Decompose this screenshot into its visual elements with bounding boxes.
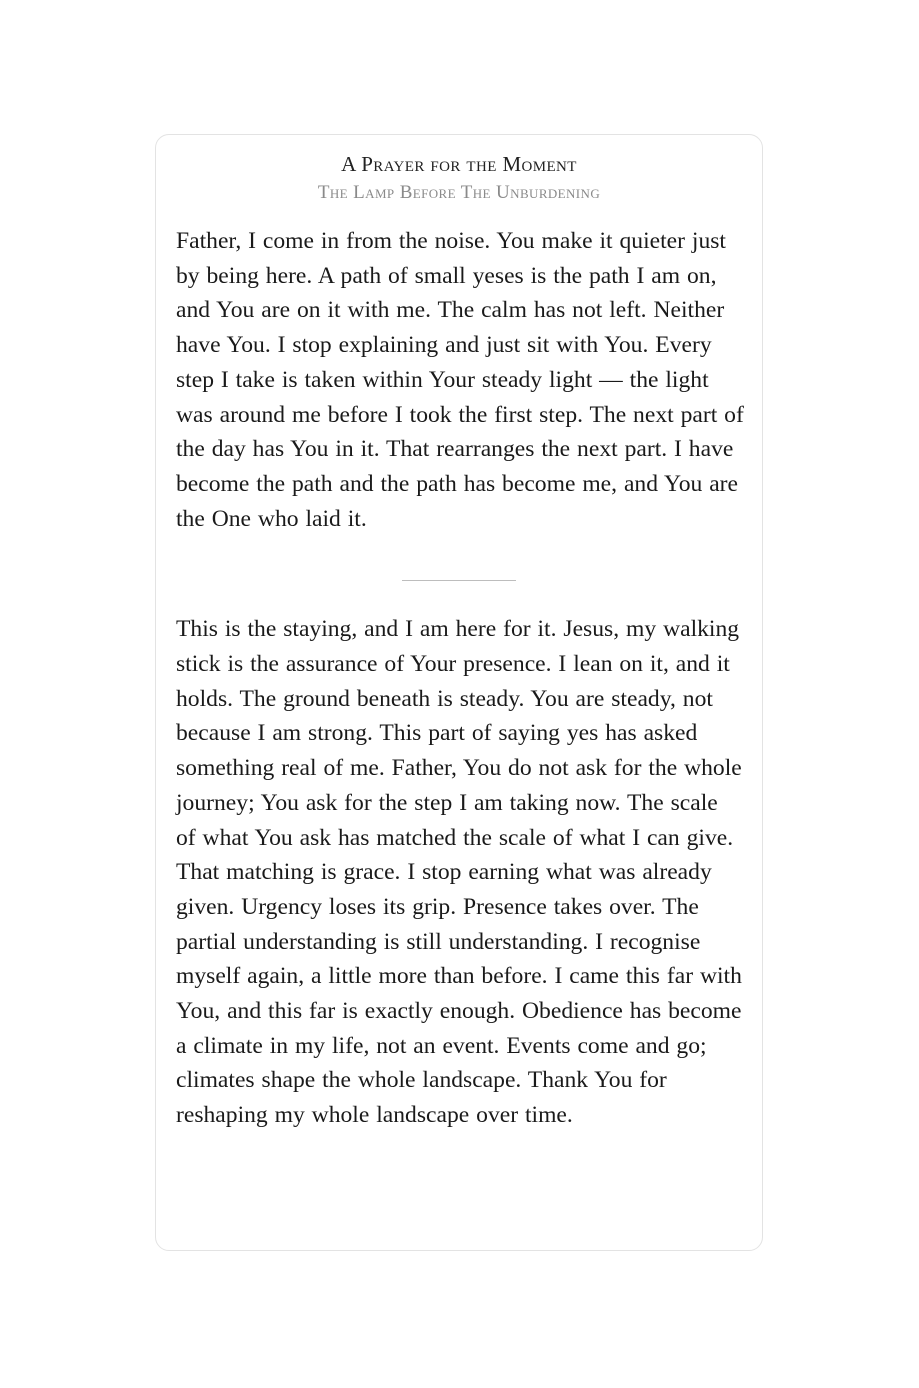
prayer-paragraph-1: Father, I come in from the noise. You make it quieter just by being here. A path of small yeses is the path I am on, and You are on it with me. The calm has not left. Neither have You. I stop explaining and just sit with You. Every step I take is taken within Your steady light — the light was around me before I took the first step. The next part of the day has You in it. That rearranges the next part. I have become the path and the path has become me, and You are the One who laid it.	[176, 228, 744, 532]
prayer-paragraph-2: This is the staying, and I am here for it. Jesus, my walking stick is the assurance of Your presence. I lean on it, and it holds. The ground beneath is steady. You are steady, not because I am strong. This part of saying yes has asked something real of me. Father, You do not ask for the whole journey; You ask for the step I am taking now. The scale of what You ask has matched the scale of what I can give. That matching is grace. I stop earning what was already given. Urgency loses its grip. Presence takes over. The partial understanding is still understanding. I recognise myself again, a little more than before. I came this far with You, and this far is exactly enough. Obedience has become a climate in my life, not an event. Events come and go; climates shape the whole landscape. Thank You for reshaping my whole landscape over time.	[176, 616, 742, 1129]
section-divider	[402, 580, 516, 581]
prayer-subtitle: The Lamp Before The Unburdening	[317, 182, 601, 203]
prayer-title: A Prayer for the Moment	[341, 152, 577, 176]
prayer-card	[155, 134, 763, 1251]
